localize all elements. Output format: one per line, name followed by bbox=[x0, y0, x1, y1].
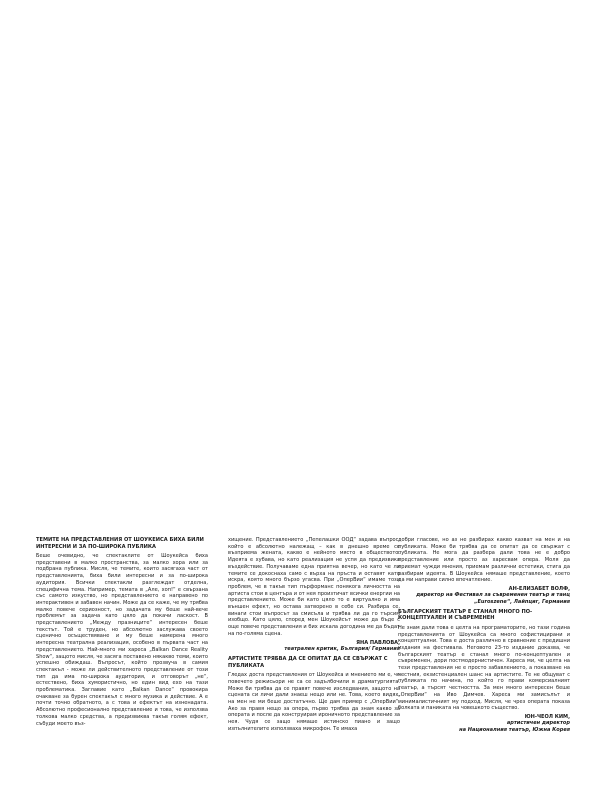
signature-role: директор на Фестивал за съвременен театър и танц „Euroszene“, Лайпциг, Германия bbox=[416, 592, 570, 605]
article-heading-1: ТЕМИТЕ НА ПРЕДСТАВЛЕНИЯ ОТ ШОУКЕЙСА БИХА БИЛИ ИНТЕРЕСНИ И ЗА ПО-ШИРОКА ПУБЛИКА bbox=[36, 537, 204, 550]
article-heading-2: АРТИСТИТЕ ТРЯБВА ДА СЕ ОПИТАТ ДА СЕ СВЪРЖАТ С ПУБЛИКАТА bbox=[228, 656, 388, 669]
signature-name: АН-ЕЛИЗАБЕТ ВОЛФ, bbox=[508, 585, 570, 592]
article-body-2-continued: добри гласове, но аз не разбирах какво казват на мен и на публиката. Може би трябва да се опитат да се свържат с публиката. Не мога да разбера дали това не е добро представление или просто аз харесвам опера. Моля да приемат чужди мнения, приемам различни естетики, стига да разбирам идеята. В Шоукейса нямаше представление, което да ми направи силно впечатление. bbox=[398, 537, 570, 584]
signature-name: ЮН-ЧЕОЛ КИМ, bbox=[524, 713, 570, 720]
signature-anne-elisabeth-wolf bbox=[398, 586, 570, 605]
column-1 bbox=[36, 537, 208, 799]
column-3 bbox=[398, 537, 570, 799]
signature-role: театрален критик, България/ Германия bbox=[284, 645, 400, 652]
column-2 bbox=[228, 537, 400, 799]
signature-yun-cheol-kim bbox=[398, 714, 570, 733]
signature-name: ЯНА ПАВЛОВА, bbox=[356, 639, 400, 646]
article-heading-3: БЪЛГАРСКИЯТ ТЕАТЪР Е СТАНАЛ МНОГО ПО-КОНЦЕПТУАЛЕН И СЪВРЕМЕНЕН bbox=[398, 608, 533, 622]
article-body-1: Беше очевидно, че спектаклите от Шоукейса биха представени в малко пространства, за малко хора или за подбрана публика. Мисля, че темите, които засягаха част от представленията, биха били интересни и за по-широка аудитория. Всички спектакли разглеждат отделна, специфична тема. Например, темата в „Але, хоп!“ е свързана със самото изкуство, но представлението е направено по интерактивен и забавен начин. Може да се каже, че му трябва малко повече сериозност, но задачата му беше най-вече проблемът за задача като цяло да покачи ласкост. В представлението „Между празниците“ интересен беше текстът. Той е труден, но абсолютно заслужава своето сценично осъществяване и му беше намерена много интересна театрална реализация, особено в първата част на представлението. Най-много ми хареса „Balkan Dance Reality Show“, защото мисля, че засяга поставено някакво теми, които успешно обиждаш. Въпросът, който прозвуча в самия спектакъл - може ли действителното представление от този тип да има по-широка аудитория, и отговорът „не“, естествено, биха хумористично, но един вид ехо на тази проблематика. Заглавие като „Balkan Dance“ провокира очакване за бурен спектакъл с много музика и действие. А е почти точно обратното, а с това и ефектът на изненадата. Абсолютно професионално представление и това, че използва толкова малко средства, а предизвиква такъв голям ефект, събуди моето въз- bbox=[36, 553, 208, 727]
article-body-2: Гледах доста представления от Шоукейса и мнението ми е, че повечето режисьори не са се задълбочили в драматургията. Може би трябва да се правят повече изследвания, защото на сцената си личи дали знаеш нещо или не. Това, което видях, на мен не ми беше достатъчно. Ще дам пример с „ОперВии“. Ако за правя нещо за опера, първо трябва да знам какво за операта и после да конструирам ироничното представление за нея. Чудя се защо нямаше истинско пиано и защо изпълнителите използваха микрофон. Те имаха bbox=[228, 672, 400, 732]
article-body-1-continued: хищение. Представлението „Пепелашки ООД“ задава въпрос, който е абсолютно належащ – как в днешно време се възприема жената, какво е нейното място в обществото. Идеята е хубава, но като реализация не успя да предизвика въздействие. Получаваме една приятна вечер, но като че ли темите се докоснаха само с върха на пръста и оставят като искра, която много бързо угасва. При „ОперВии“ имаме този проблем, че в такъв тип пърформанс понякога личността на артиста стои в центъра и от нея произтичат всички енергии на представлението. Може би като цяло то е виртуално и има външен ефект, но остава затворено в себе си. Разбира се, винаги стои въпросът за смисъла и трябва ли да го търсим изобщо. Като цяло, според мен Шоукейсът може да бъде с още повече представления и бих искала догодина ме да бъдат на по-голяма сцена. bbox=[228, 537, 400, 637]
signature-role-2: на Националния театър, Южна Корея bbox=[459, 726, 570, 733]
signature-yana-pavlova bbox=[228, 640, 400, 653]
article-body-3: Не знам дали това е целта на програматорите, но тази година представленията от Шоукейса са много софистицирани и концептуални. Това е доста различно в сравнение с предишни издания на фестивала. Неговото 23-то издание доказва, че българският театър е станал много по-концептуален и съвременен, дори постмодернистичен. Хареса ми, че целта на тези представления не е просто забавлението, а показване на честния, екзистенциален шанс на артистите. Те не общуват с публиката по начина, по който го прави комерсиалният театър, а търсят честността. За мен много интересен беше „ОперВии“ на Иво Димчев. Хареса ми замисълът и минималистичният му подход. Мисля, че чрез операта показа болката и паниката на човешкото същество. bbox=[398, 624, 570, 712]
signature-role-1: артистичен директор bbox=[506, 720, 570, 727]
